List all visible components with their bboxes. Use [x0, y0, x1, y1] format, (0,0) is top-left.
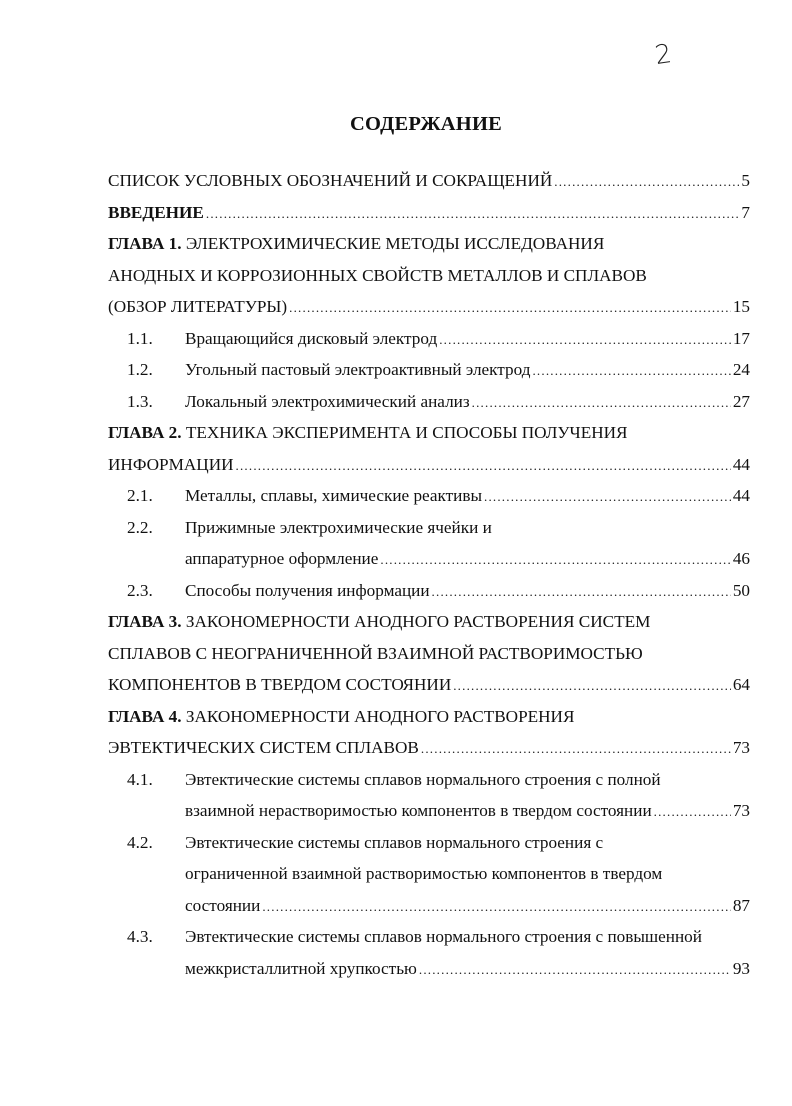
- section-number: 4.2.: [127, 832, 153, 852]
- toc-page-number: 46: [732, 549, 750, 568]
- section-number: 1.1.: [127, 328, 153, 348]
- toc-section-2-3[interactable]: [108, 575, 750, 607]
- toc-page-number: 44: [732, 454, 750, 474]
- dot-leader: [554, 166, 739, 198]
- toc-chapter-2-line-1[interactable]: [108, 417, 750, 449]
- toc-entry-text: ВВЕДЕНИЕ: [108, 202, 204, 222]
- toc-chapter-3-line-2[interactable]: [108, 638, 750, 670]
- section-number: 2.3.: [127, 580, 153, 600]
- toc-chapter-1-line-3[interactable]: [108, 291, 750, 323]
- toc-section-4-2-line-3[interactable]: [108, 890, 750, 922]
- toc-page-number: 73: [732, 801, 750, 820]
- chapter-label: ГЛАВА 2.: [108, 423, 182, 442]
- section-number: 4.3.: [127, 927, 153, 946]
- dot-leader: [432, 576, 731, 608]
- chapter-title: (ОБЗОР ЛИТЕРАТУРЫ): [108, 297, 288, 316]
- toc-page-number: 44: [732, 486, 750, 505]
- toc-chapter-1-line-1[interactable]: [108, 228, 750, 260]
- dot-leader: [472, 387, 731, 419]
- section-number: 2.2.: [127, 517, 153, 537]
- toc-section-2-2-line-1[interactable]: [108, 512, 750, 544]
- chapter-title: КОМПОНЕНТОВ В ТВЕРДОМ СОСТОЯНИИ: [108, 675, 452, 694]
- toc-chapter-1-line-2[interactable]: [108, 260, 750, 292]
- section-title: межкристаллитной хрупкостью: [185, 958, 417, 978]
- dot-leader: [206, 198, 740, 230]
- section-number: 1.2.: [127, 360, 153, 379]
- chapter-label: ГЛАВА 1.: [108, 234, 182, 253]
- toc-chapter-4-line-2[interactable]: [108, 732, 750, 764]
- toc-section-4-1-line-2[interactable]: [108, 795, 750, 827]
- chapter-title: АНОДНЫХ И КОРРОЗИОННЫХ СВОЙСТВ МЕТАЛЛОВ И СПЛАВОВ: [108, 265, 647, 285]
- toc-section-2-2-line-2[interactable]: [108, 543, 750, 575]
- toc-entry-abbreviations[interactable]: [108, 165, 750, 197]
- page-title: СОДЕРЖАНИЕ: [350, 113, 502, 135]
- section-number: 2.1.: [127, 486, 153, 505]
- toc-section-4-1-line-1[interactable]: [108, 764, 750, 796]
- toc-page-number: 17: [732, 328, 750, 348]
- toc-section-1-2[interactable]: [108, 354, 750, 386]
- chapter-title: ТЕХНИКА ЭКСПЕРИМЕНТА И СПОСОБЫ ПОЛУЧЕНИЯ: [185, 423, 628, 442]
- dot-leader: [289, 292, 731, 324]
- dot-leader: [421, 733, 731, 765]
- toc-entry-introduction[interactable]: [108, 197, 750, 229]
- chapter-title: ИНФОРМАЦИИ: [108, 454, 234, 474]
- dot-leader: [654, 796, 731, 828]
- toc-section-4-2-line-1[interactable]: [108, 827, 750, 859]
- section-number: 4.1.: [127, 769, 153, 789]
- dot-leader: [439, 324, 731, 356]
- section-number: 1.3.: [127, 391, 153, 411]
- dot-leader: [419, 954, 731, 986]
- dot-leader: [453, 670, 731, 702]
- toc-chapter-3-line-3[interactable]: [108, 669, 750, 701]
- section-title: Эвтектические системы сплавов нормального строения с повышенной: [185, 927, 702, 946]
- toc-chapter-4-line-1[interactable]: [108, 701, 750, 733]
- chapter-title: ЗАКОНОМЕРНОСТИ АНОДНОГО РАСТВОРЕНИЯ СИСТЕМ: [185, 612, 651, 631]
- chapter-label: ГЛАВА 4.: [108, 706, 182, 726]
- dot-leader: [236, 450, 731, 482]
- toc-page-number: 64: [732, 675, 750, 694]
- section-title: состоянии: [185, 895, 261, 915]
- chapter-title: ЗАКОНОМЕРНОСТИ АНОДНОГО РАСТВОРЕНИЯ: [185, 706, 575, 726]
- chapter-title: ЭВТЕКТИЧЕСКИХ СИСТЕМ СПЛАВОВ: [108, 738, 419, 757]
- toc-section-1-1[interactable]: [108, 323, 750, 355]
- toc-entry-text: СПИСОК УСЛОВНЫХ ОБОЗНАЧЕНИЙ И СОКРАЩЕНИЙ: [108, 171, 553, 190]
- toc-page-number: 27: [732, 391, 750, 411]
- toc-page-number: 5: [741, 171, 750, 190]
- section-title: аппаратурное оформление: [185, 549, 379, 568]
- toc-section-2-1[interactable]: [108, 480, 750, 512]
- section-title: Эвтектические системы сплавов нормального строения с полной: [185, 769, 661, 789]
- toc-chapter-2-line-2[interactable]: [108, 449, 750, 481]
- dot-leader: [532, 355, 730, 387]
- toc-page-number: 73: [732, 738, 750, 757]
- section-title: ограниченной взаимной растворимостью компонентов в твердом: [185, 864, 663, 883]
- chapter-title: СПЛАВОВ С НЕОГРАНИЧЕННОЙ ВЗАИМНОЙ РАСТВОРИМОСТЬЮ: [108, 643, 643, 663]
- toc-section-4-3-line-1[interactable]: [108, 921, 750, 953]
- chapter-title: ЭЛЕКТРОХИМИЧЕСКИЕ МЕТОДЫ ИССЛЕДОВАНИЯ: [185, 234, 605, 253]
- section-title: взаимной нерастворимостью компонентов в твердом состоянии: [185, 801, 652, 820]
- section-title: Эвтектические системы сплавов нормального строения с: [185, 832, 604, 852]
- toc-section-4-3-line-2[interactable]: [108, 953, 750, 985]
- section-title: Способы получения информации: [185, 580, 430, 600]
- chapter-label: ГЛАВА 3.: [108, 612, 182, 631]
- toc-page-number: 93: [732, 958, 750, 978]
- section-title: Прижимные электрохимические ячейки и: [185, 517, 492, 537]
- section-title: Вращающийся дисковый электрод: [185, 328, 438, 348]
- toc-section-1-3[interactable]: [108, 386, 750, 418]
- section-title: Локальный электрохимический анализ: [185, 391, 470, 411]
- toc-chapter-3-line-1[interactable]: [108, 606, 750, 638]
- toc-page-number: 87: [732, 895, 750, 915]
- dot-leader: [380, 544, 730, 576]
- toc-page-number: 24: [732, 360, 750, 379]
- section-title: Металлы, сплавы, химические реактивы: [185, 486, 482, 505]
- table-of-contents: [108, 165, 750, 984]
- section-title: Угольный пастовый электроактивный электрод: [185, 360, 531, 379]
- handwritten-page-mark: 2: [652, 38, 674, 72]
- toc-section-4-2-line-2[interactable]: [108, 858, 750, 890]
- dot-leader: [262, 891, 730, 923]
- toc-page-number: 50: [732, 580, 750, 600]
- dot-leader: [484, 481, 731, 513]
- toc-page-number: 15: [732, 297, 750, 316]
- toc-page-number: 7: [741, 202, 750, 222]
